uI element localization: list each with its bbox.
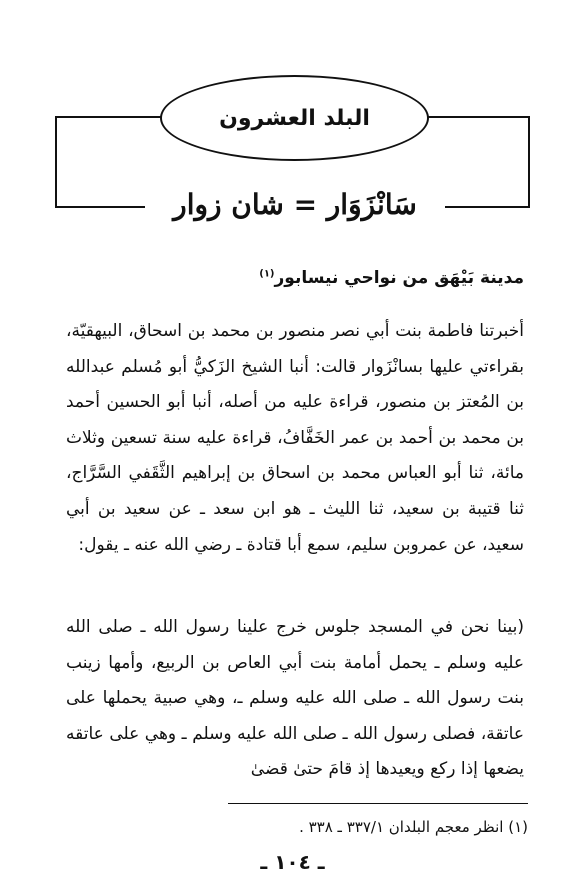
section-heading-text: مدينة بَيْهَق من نواحي نيسابور (274, 268, 524, 288)
place-title: سَانْزَوَار = شان زوار (145, 182, 445, 226)
footnote-divider (228, 803, 528, 804)
body-paragraph-1: أخبرتنا فاطمة بنت أبي نصر منصور بن محمد بن اسحاق، البيهقيّة، بقراءتي عليها بسانْزَوار قالت: أنبا الشيخ الزَكيُّ أبو مُسلم عبدالله بن المُعتز بن منصور، قراءة عليه من أصله، أنبا أبو الحسين أحمد بن محمد بن أحمد بن عمر الخَفَّافُ، قراءة عليه سنة تسعين وثلاث مائة، ثنا أبو العباس محمد بن اسحاق بن إبراهيم الثَّقَفي السَّرَّاج، ثنا قتيبة بن سعيد، ثنا الليث ـ هو ابن سعد ـ عن سعيد بن أبي سعيد، عن عمروبن سليم، سمع أبا قتادة ـ رضي الله عنه ـ يقول: (66, 321, 524, 555)
page-number: ـ ١٠٤ ـ (260, 850, 325, 874)
frame-top-left-line (55, 116, 162, 118)
chapter-title: البلد العشرون (219, 105, 370, 131)
frame-left-line (55, 116, 57, 208)
section-heading (66, 268, 524, 288)
body-paragraph-2: (بينا نحن في المسجد جلوس خرج علينا رسول الله ـ صلى الله عليه وسلم ـ يحمل أمامة بنت أبي العاص بن الربيع، وأمها زينب بنت رسول الله ـ صلى الله عليه وسلم ـ، وهي صبية يحملها على عاتقة، فصلى رسول الله ـ صلى الله عليه وسلم ـ وهي على عاتقه يضعها إذا ركع ويعيدها إذ قامَ حتىٰ قضىٰ (66, 617, 524, 780)
frame-top-right-line (423, 116, 530, 118)
frame-right-line (528, 116, 530, 208)
footnote-ref: (١) (259, 268, 275, 280)
chapter-oval (160, 75, 429, 161)
footnote: (١) انظر معجم البلدان ٣٣٧/١ ـ ٣٣٨ . (299, 818, 528, 836)
